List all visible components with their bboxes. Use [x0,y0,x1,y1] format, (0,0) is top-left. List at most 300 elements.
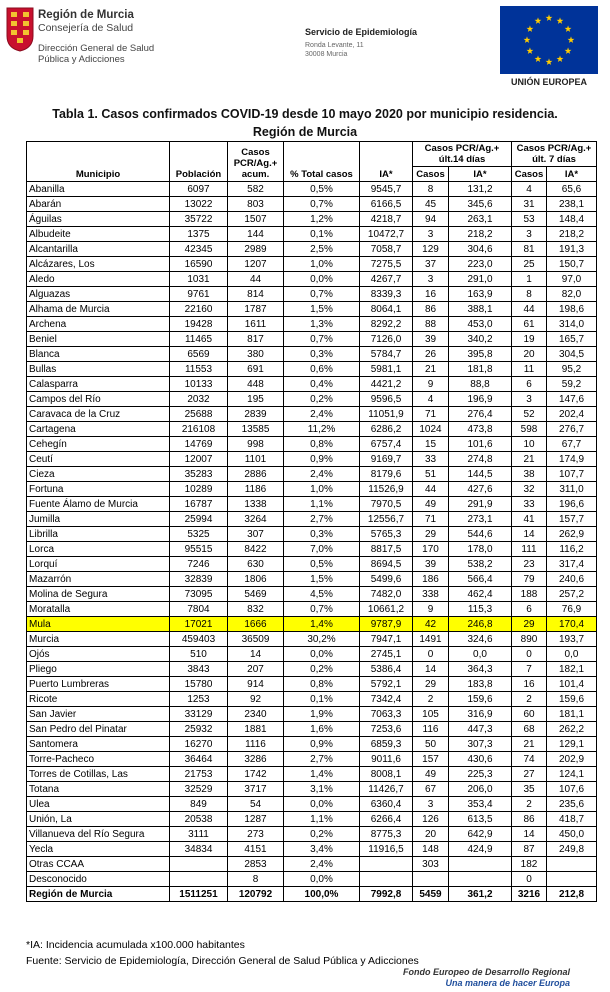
cell-pct-total: 0,0% [284,647,360,662]
table-row [27,677,597,692]
cell-pct-total: 0,5% [284,557,360,572]
cell-casos-14: 26 [413,347,449,362]
cell-casos-7: 52 [512,407,547,422]
cell-pct-total: 2,4% [284,467,360,482]
cell-casos-14: 21 [413,362,449,377]
cell-poblacion: 3111 [170,827,228,842]
cell-casos-7: 21 [512,452,547,467]
cell-poblacion: 13022 [170,197,228,212]
cell-casos-7: 44 [512,302,547,317]
cell-ia-7: 240,6 [547,572,597,587]
cell-casos-acum: 195 [228,392,284,407]
cell-municipio: Bullas [27,362,170,377]
cell-ia-14: 613,5 [449,812,512,827]
cell-casos-acum: 3286 [228,752,284,767]
cell-casos-14: 0 [413,647,449,662]
table-body [27,182,597,902]
table-row [27,482,597,497]
header-ia-7: IA* [547,167,597,182]
cell-pct-total: 0,9% [284,737,360,752]
cell-ia-14: 364,3 [449,662,512,677]
eu-star-icon [527,47,534,54]
cell-municipio: Abarán [27,197,170,212]
cell-ia-14: 218,2 [449,227,512,242]
cell-poblacion: 11553 [170,362,228,377]
cell-casos-acum: 3717 [228,782,284,797]
cell-casos-7: 74 [512,752,547,767]
cell-pct-total: 2,7% [284,752,360,767]
eu-star-icon [524,36,531,43]
cell-casos-7: 79 [512,572,547,587]
table-row [27,662,597,677]
table-row [27,422,597,437]
cell-casos-14: 3 [413,797,449,812]
cell-poblacion: 17021 [170,617,228,632]
cell-ia: 11526,9 [360,482,413,497]
cell-casos-acum: 691 [228,362,284,377]
cell-pct-total: 0,2% [284,662,360,677]
table-row [27,182,597,197]
cell-ia: 9169,7 [360,452,413,467]
footnotes [26,937,419,969]
cell-casos-14: 71 [413,512,449,527]
table-row [27,797,597,812]
cell-municipio: Fortuna [27,482,170,497]
cell-ia-7: 218,2 [547,227,597,242]
table-row [27,302,597,317]
cell-poblacion: 12007 [170,452,228,467]
cell-poblacion: 2032 [170,392,228,407]
cell-ia-14: 307,3 [449,737,512,752]
cell-poblacion: 16270 [170,737,228,752]
cell-pct-total: 0,3% [284,347,360,362]
cell-poblacion: 6097 [170,182,228,197]
cell-ia-14: 246,8 [449,617,512,632]
cell-ia-14: 144,5 [449,467,512,482]
cell-ia-7: 82,0 [547,287,597,302]
cell-casos-14: 45 [413,197,449,212]
cell-municipio: Puerto Lumbreras [27,677,170,692]
cell-casos-14: 2 [413,692,449,707]
cell-casos-7: 188 [512,587,547,602]
cell-poblacion: 25994 [170,512,228,527]
cell-pct-total: 3,1% [284,782,360,797]
cell-pct-total: 2,4% [284,857,360,872]
cell-municipio: Mazarrón [27,572,170,587]
cell-ia: 8339,3 [360,287,413,302]
cell-ia-14: 304,6 [449,242,512,257]
cell-ia: 6859,3 [360,737,413,752]
cell-casos-7: 4 [512,182,547,197]
cell-poblacion: 10133 [170,377,228,392]
table-row [27,527,597,542]
header-casos-14: Casos [413,167,449,182]
cell-poblacion: 22160 [170,302,228,317]
cell-casos-acum: 380 [228,347,284,362]
cell-pct-total: 0,7% [284,197,360,212]
cell-municipio: Librilla [27,527,170,542]
cell-casos-7: 10 [512,437,547,452]
cell-ia-14: 388,1 [449,302,512,317]
cell-ia-14: 453,0 [449,317,512,332]
cell-municipio: San Javier [27,707,170,722]
cell-casos-acum: 307 [228,527,284,542]
cell-ia: 4421,2 [360,377,413,392]
cell-municipio: Torres de Cotillas, Las [27,767,170,782]
cell-casos-acum: 448 [228,377,284,392]
cell-casos-14: 8 [413,182,449,197]
cell-casos-7: 0 [512,872,547,887]
cell-ia: 5792,1 [360,677,413,692]
cell-poblacion: 7246 [170,557,228,572]
cell-pct-total: 0,3% [284,527,360,542]
cell-ia-14: 427,6 [449,482,512,497]
cell-ia-14: 115,3 [449,602,512,617]
org-name: Región de Murcia [38,9,134,21]
cell-casos-acum: 2340 [228,707,284,722]
cell-casos-14: 129 [413,242,449,257]
table-row [27,392,597,407]
cell-pct-total: 0,2% [284,392,360,407]
cell-casos-14: 1491 [413,632,449,647]
cell-casos-acum: 5469 [228,587,284,602]
cell-casos-acum: 120792 [228,887,284,902]
table-row [27,572,597,587]
cell-ia-7: 170,4 [547,617,597,632]
cell-ia: 7126,0 [360,332,413,347]
cell-ia-7: 59,2 [547,377,597,392]
cell-casos-7: 111 [512,542,547,557]
cell-casos-14: 71 [413,407,449,422]
cell-poblacion: 510 [170,647,228,662]
cell-casos-14: 20 [413,827,449,842]
cell-ia-14: 101,6 [449,437,512,452]
cell-municipio: Abanilla [27,182,170,197]
cell-ia: 5386,4 [360,662,413,677]
cell-poblacion: 849 [170,797,228,812]
eu-star-icon [527,25,534,32]
cell-casos-acum: 3264 [228,512,284,527]
cell-ia-7: 193,7 [547,632,597,647]
cell-ia-7: 191,3 [547,242,597,257]
table-row [27,212,597,227]
cell-municipio: Jumilla [27,512,170,527]
cell-ia: 8179,6 [360,467,413,482]
eu-label: UNIÓN EUROPEA [510,77,587,87]
cell-pct-total: 0,2% [284,827,360,842]
table-row [27,497,597,512]
cell-ia-7: 311,0 [547,482,597,497]
cell-pct-total: 1,4% [284,767,360,782]
cell-poblacion: 459403 [170,632,228,647]
cell-casos-14: 14 [413,662,449,677]
cell-pct-total: 7,0% [284,542,360,557]
table-row [27,407,597,422]
service-name: Servicio de Epidemiología [305,27,418,37]
cell-ia-14: 178,0 [449,542,512,557]
cell-ia: 7275,5 [360,257,413,272]
service-block [305,27,417,59]
table-row [27,287,597,302]
table-row [27,752,597,767]
cell-ia: 10661,2 [360,602,413,617]
table-row [27,347,597,362]
cell-ia: 7063,3 [360,707,413,722]
org-consejeria: Consejería de Salud [38,22,134,34]
table-row [27,227,597,242]
cell-casos-14: 105 [413,707,449,722]
cell-casos-acum: 207 [228,662,284,677]
cell-pct-total: 0,9% [284,452,360,467]
cell-ia-7: 174,9 [547,452,597,467]
cell-ia-14: 276,4 [449,407,512,422]
cell-poblacion: 1511251 [170,887,228,902]
cell-casos-14: 9 [413,602,449,617]
cell-casos-acum: 273 [228,827,284,842]
cell-casos-14: 33 [413,452,449,467]
cell-municipio: Ojós [27,647,170,662]
cell-pct-total: 0,7% [284,287,360,302]
table-row [27,857,597,872]
murcia-coat-of-arms-icon [6,6,34,52]
table-row [27,842,597,857]
cell-casos-acum: 2989 [228,242,284,257]
eu-star-icon [546,14,553,21]
cell-casos-7: 19 [512,332,547,347]
cell-municipio: Lorquí [27,557,170,572]
table-row [27,377,597,392]
cell-poblacion: 19428 [170,317,228,332]
cell-ia: 7970,5 [360,497,413,512]
header-group-7-dias [512,142,597,167]
cell-ia: 9545,7 [360,182,413,197]
cell-casos-14: 88 [413,317,449,332]
cell-casos-7: 182 [512,857,547,872]
cell-pct-total: 1,6% [284,722,360,737]
cell-casos-7: 41 [512,512,547,527]
cell-ia: 5499,6 [360,572,413,587]
cell-ia-14: 183,8 [449,677,512,692]
cell-ia: 7253,6 [360,722,413,737]
cell-municipio: Campos del Río [27,392,170,407]
cell-ia-7: 262,9 [547,527,597,542]
cell-ia: 9596,5 [360,392,413,407]
cell-ia: 9011,6 [360,752,413,767]
cell-ia-7: 107,6 [547,782,597,797]
cell-poblacion: 16787 [170,497,228,512]
cell-poblacion: 36464 [170,752,228,767]
eu-star-icon [535,55,542,62]
eu-flag-icon [500,6,598,74]
cell-pct-total: 1,0% [284,482,360,497]
cell-casos-14: 50 [413,737,449,752]
cell-municipio: Torre-Pacheco [27,752,170,767]
cell-municipio: Santomera [27,737,170,752]
cell-municipio: Alhama de Murcia [27,302,170,317]
cell-casos-acum: 2853 [228,857,284,872]
header-ia: IA* [360,142,413,182]
cell-ia-14: 345,6 [449,197,512,212]
cell-casos-7: 14 [512,527,547,542]
cell-municipio: Yecla [27,842,170,857]
cell-ia-14: 206,0 [449,782,512,797]
cell-poblacion [170,857,228,872]
cell-ia: 5784,7 [360,347,413,362]
cell-ia-14: 223,0 [449,257,512,272]
cell-ia-7: 65,6 [547,182,597,197]
cell-pct-total: 0,1% [284,692,360,707]
cell-casos-7: 11 [512,362,547,377]
cell-casos-7: 3 [512,227,547,242]
table-row [27,602,597,617]
cell-casos-acum: 1881 [228,722,284,737]
cell-ia: 8694,5 [360,557,413,572]
cell-casos-14: 42 [413,617,449,632]
cell-municipio: Albudeite [27,227,170,242]
cell-pct-total: 0,4% [284,377,360,392]
table-row [27,767,597,782]
cell-casos-7: 16 [512,677,547,692]
cell-ia-7: 202,9 [547,752,597,767]
cell-casos-7: 86 [512,812,547,827]
cell-ia-14: 538,2 [449,557,512,572]
cell-ia-7 [547,857,597,872]
cell-ia: 8817,5 [360,542,413,557]
cell-ia: 6757,4 [360,437,413,452]
table-row [27,782,597,797]
cell-ia-7: 147,6 [547,392,597,407]
organization-block [38,9,154,65]
cell-casos-7: 38 [512,467,547,482]
cell-casos-14: 3 [413,227,449,242]
cell-ia: 6360,4 [360,797,413,812]
header-casos-acum [228,142,284,182]
cell-casos-7: 1 [512,272,547,287]
cell-ia-7: 257,2 [547,587,597,602]
cell-pct-total: 30,2% [284,632,360,647]
header-group-14-line-1: Casos PCR/Ag.+ [424,143,500,154]
cell-municipio: Ricote [27,692,170,707]
cell-pct-total: 1,9% [284,707,360,722]
cell-ia: 2745,1 [360,647,413,662]
cell-ia-7: 202,4 [547,407,597,422]
cell-ia-7: 235,6 [547,797,597,812]
cell-casos-7: 60 [512,707,547,722]
table-row [27,467,597,482]
cell-poblacion: 14769 [170,437,228,452]
cell-casos-14: 4 [413,392,449,407]
cell-ia-14: 225,3 [449,767,512,782]
cell-ia-14: 316,9 [449,707,512,722]
cell-casos-7: 32 [512,482,547,497]
cell-ia-7: 262,2 [547,722,597,737]
cell-poblacion: 95515 [170,542,228,557]
cell-ia: 4267,7 [360,272,413,287]
cell-casos-acum: 2886 [228,467,284,482]
cell-ia: 5765,3 [360,527,413,542]
cell-pct-total: 2,4% [284,407,360,422]
cell-ia-7: 249,8 [547,842,597,857]
cell-casos-14: 170 [413,542,449,557]
cell-municipio: Cehegín [27,437,170,452]
cell-ia: 4218,7 [360,212,413,227]
table-row [27,587,597,602]
cell-ia [360,857,413,872]
cell-ia-7: 97,0 [547,272,597,287]
cell-municipio: Ceutí [27,452,170,467]
cell-casos-acum: 36509 [228,632,284,647]
cell-ia: 5981,1 [360,362,413,377]
cell-casos-acum: 144 [228,227,284,242]
cell-poblacion: 15780 [170,677,228,692]
eu-star-icon [557,55,564,62]
cell-casos-7: 8 [512,287,547,302]
cell-casos-acum: 582 [228,182,284,197]
cell-municipio: Calasparra [27,377,170,392]
cell-casos-7: 2 [512,692,547,707]
cell-ia-7: 148,4 [547,212,597,227]
cell-ia-7: 116,2 [547,542,597,557]
cell-ia-14: 566,4 [449,572,512,587]
table-row [27,557,597,572]
cell-casos-acum: 1287 [228,812,284,827]
cell-pct-total: 0,8% [284,437,360,452]
cell-ia-14: 340,2 [449,332,512,347]
cell-poblacion: 35722 [170,212,228,227]
cell-ia: 7992,8 [360,887,413,902]
cell-casos-7: 29 [512,617,547,632]
service-address [305,41,417,59]
cell-municipio: Caravaca de la Cruz [27,407,170,422]
cell-ia: 8292,2 [360,317,413,332]
cell-ia-14: 424,9 [449,842,512,857]
cell-ia: 7482,0 [360,587,413,602]
cell-ia-14 [449,857,512,872]
service-address-line-2: 30008 Murcia [305,51,348,58]
cell-ia: 7947,1 [360,632,413,647]
cell-pct-total: 1,2% [284,212,360,227]
cell-municipio: Pliego [27,662,170,677]
cell-casos-14: 16 [413,287,449,302]
cell-municipio: Aledo [27,272,170,287]
cell-ia-7: 314,0 [547,317,597,332]
cell-ia-7 [547,872,597,887]
cell-casos-7: 3216 [512,887,547,902]
cell-ia: 8008,1 [360,767,413,782]
header-group-7-line-1: Casos PCR/Ag.+ [516,143,592,154]
cell-casos-7: 6 [512,377,547,392]
cell-pct-total: 0,1% [284,227,360,242]
cell-poblacion: 73095 [170,587,228,602]
cell-casos-acum: 814 [228,287,284,302]
eu-star-icon [557,17,564,24]
cell-municipio: Unión, La [27,812,170,827]
cell-casos-14: 186 [413,572,449,587]
cell-municipio: Totana [27,782,170,797]
cell-ia-14: 447,3 [449,722,512,737]
cell-ia-7: 101,4 [547,677,597,692]
cell-casos-acum: 1101 [228,452,284,467]
cell-pct-total: 0,7% [284,602,360,617]
cell-ia: 8064,1 [360,302,413,317]
cell-ia-7: 418,7 [547,812,597,827]
document-header [0,0,610,100]
cell-pct-total: 1,0% [284,257,360,272]
cell-casos-acum: 998 [228,437,284,452]
cell-ia-7: 450,0 [547,827,597,842]
cell-casos-7: 14 [512,827,547,842]
cell-casos-14: 51 [413,467,449,482]
